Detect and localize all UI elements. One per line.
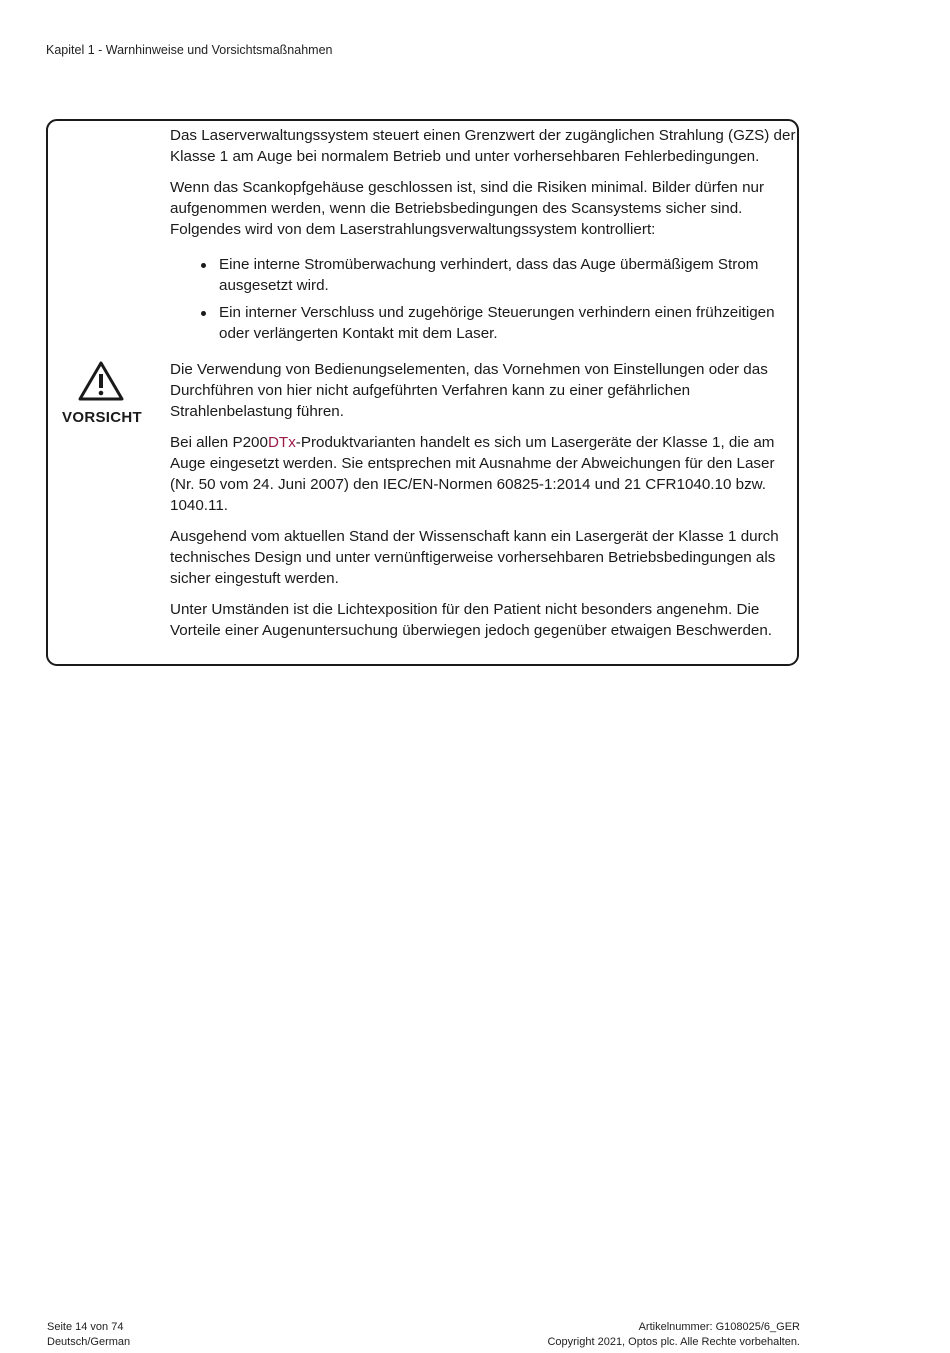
list-item: Ein interner Verschluss und zugehörige Steuerungen verhindern einen frühzeitigen oder verlängerten Kontakt mit dem Laser. (219, 302, 796, 344)
caution-paragraph (170, 432, 796, 516)
caution-paragraph: Das Laserverwaltungssystem steuert einen Grenzwert der zugänglichen Strahlung (GZS) der Klasse 1 am Auge bei normalem Betrieb und unter vorhersehbaren Fehlerbedingungen. (170, 127, 796, 165)
caution-paragraph: Wenn das Scankopfgehäuse geschlossen ist, sind die Risiken minimal. Bilder dürfen nur aufgenommen werden, wenn die Betriebsbedingungen des Scansystems sicher sind. Folgendes wird von dem Laserstrahlungsverwaltungssystem kontrolliert: (170, 179, 765, 238)
warning-triangle-icon (77, 360, 125, 402)
footer-right (547, 1320, 800, 1350)
paragraph-text: -Produktvarianten handelt es sich um Lasergeräte der Klasse 1, die am Auge eingesetzt werden. Sie entsprechen mit Ausnahme der Abweichungen für den Laser (Nr. 50 vom 24. Juni 2007) den IEC/EN-Normen 60825-1:2014 und 21 CFR1040.10 bzw. 1040.11. (170, 434, 775, 514)
document-language: Deutsch/German (47, 1336, 131, 1348)
copyright-notice: Copyright 2021, Optos plc. Alle Rechte vorbehalten. (547, 1336, 800, 1348)
caution-paragraph: Die Verwendung von Bedienungselementen, das Vornehmen von Einstellungen oder das Durchführen von hier nicht aufgeführten Verfahren kann zu einer gefährlichen Strahlenbelastung führen. (170, 361, 768, 420)
caution-side-panel (48, 121, 166, 664)
paragraph-text: Bei allen P200 (170, 434, 268, 451)
caution-paragraph: Ausgehend vom aktuellen Stand der Wissenschaft kann ein Lasergerät der Klasse 1 durch technisches Design und unter vernünftigerweise vorhersehbaren Betriebsbedingungen als sicher eingestuft werden. (170, 528, 779, 587)
article-number: Artikelnummer: G108025/6_GER (638, 1321, 800, 1333)
caution-paragraph: Unter Umständen ist die Lichtexposition für den Patient nicht besonders angenehm. Die Vorteile einer Augenuntersuchung überwiegen jedoch gegenüber etwaigen Beschwerden. (170, 601, 773, 639)
caution-box (46, 119, 799, 666)
caution-bullet-list (170, 254, 796, 344)
product-variant-highlight: DTx (267, 434, 296, 451)
footer-left (47, 1320, 130, 1350)
chapter-header: Kapitel 1 - Warnhinweise und Vorsichtsmaßnahmen (46, 43, 333, 57)
page-number: Seite 14 von 74 (47, 1321, 124, 1333)
caution-label: VORSICHT (62, 409, 142, 426)
caution-body (170, 125, 796, 651)
list-item: Eine interne Stromüberwachung verhindert, dass das Auge übermäßigem Strom ausgesetzt wird. (219, 254, 796, 296)
